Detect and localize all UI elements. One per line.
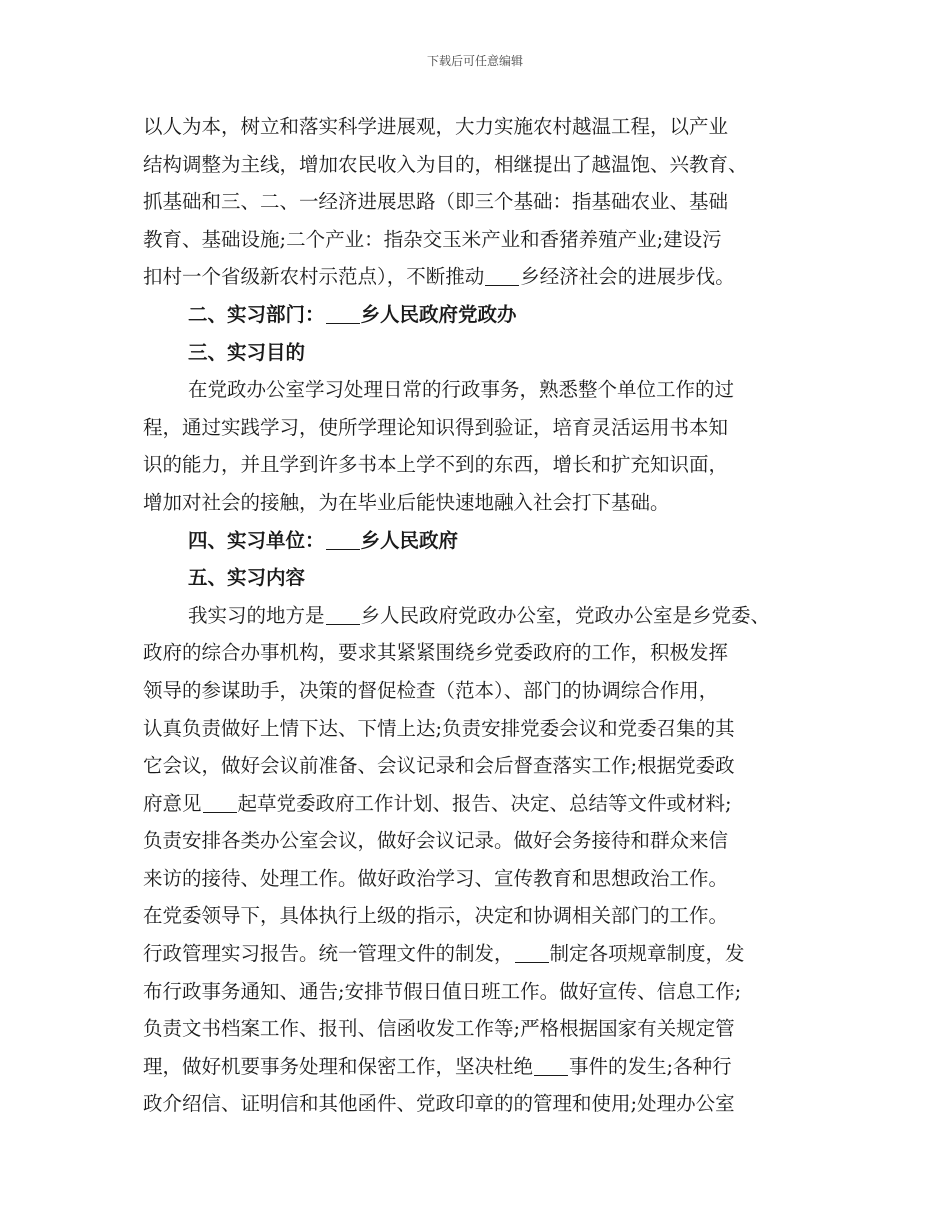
line-text: 认真负责做好上情下达、下情上达;负责安排党委会议和党委召集的其 [143, 716, 735, 740]
text-line [143, 1085, 815, 1123]
line-text: 它会议，做好会议前准备、会议记录和会后督查落实工作;根据党委政 [143, 754, 735, 778]
fill-in-blank [515, 943, 549, 964]
text-line [143, 634, 815, 672]
line-text: 负责文书档案工作、报刊、信函收发工作等;严格根据国家有关规定管 [143, 1017, 735, 1041]
line-text: 程，通过实践学习，使所学理论知识得到验证，培育灵活运用书本知 [143, 415, 729, 439]
line-text: 以人为本，树立和落实科学进展观，大力实施农村越温工程，以产业 [143, 115, 729, 138]
fill-in-blank [203, 792, 237, 813]
text-line [143, 973, 815, 1011]
text-line [143, 672, 815, 710]
text-line [143, 747, 815, 785]
text-line [143, 822, 815, 860]
line-text: 理，做好机要事务处理和保密工作，坚决杜绝 [143, 1054, 534, 1078]
text-line [143, 371, 815, 409]
line-text: 抓基础和三、二、一经济进展思路（即三个基础：指基础农业、基础 [143, 190, 729, 214]
line-text: 在党委领导下，具体执行上级的指示，决定和协调相关部门的工作。 [143, 904, 729, 928]
fill-in-blank [534, 1055, 568, 1076]
line-text-continued: 乡人民政府党政办公室，党政办公室是乡党委、 [360, 603, 771, 627]
line-text: 扣村一个省级新农村示范点），不断推动 [143, 265, 485, 289]
line-text: 四、实习单位： [188, 528, 325, 552]
fill-in-blank [485, 266, 519, 287]
line-text: 政介绍信、证明信和其他函件、党政印章的的管理和使用;处理办公室 [143, 1092, 735, 1116]
line-text: 二、实习部门： [188, 302, 325, 326]
text-line [143, 1048, 815, 1086]
line-text: 识的能力，并且学到许多书本上学不到的东西，增长和扩充知识面， [143, 453, 729, 477]
line-text: 行政管理实习报告。统一管理文件的制发， [143, 942, 514, 966]
section-heading [143, 334, 815, 372]
text-line [143, 258, 815, 296]
text-line [143, 146, 815, 184]
line-text: 政府的综合办事机构，要求其紧紧围绕乡党委政府的工作，积极发挥 [143, 641, 729, 665]
text-line [143, 221, 815, 259]
line-text: 五、实习内容 [188, 566, 306, 590]
line-text-continued: 乡经济社会的进展步伐。 [520, 265, 735, 289]
fill-in-blank [326, 303, 360, 324]
line-text: 负责安排各类办公室会议，做好会议记录。做好会务接待和群众来信 [143, 829, 729, 853]
text-line [143, 860, 815, 898]
line-text: 布行政事务通知、通告;安排节假日值日班工作。做好宣传、信息工作; [143, 979, 742, 1003]
line-text: 教育、基础设施;二个产业：指杂交玉米产业和香猪养殖产业;建设污 [143, 227, 722, 251]
line-text-continued: 起草党委政府工作计划、报告、决定、总结等文件或材料; [237, 791, 732, 815]
text-line [143, 785, 815, 823]
section-heading [143, 559, 815, 597]
fill-in-blank [326, 529, 360, 550]
page-header: 下载后可任意编辑 [426, 54, 523, 68]
text-line [143, 935, 815, 973]
line-text-continued: 制定各项规章制度，发 [549, 942, 745, 966]
text-line [143, 597, 815, 635]
line-text: 府意见 [143, 791, 202, 815]
text-line [143, 710, 815, 748]
document-body [143, 108, 815, 1123]
line-text: 在党政办公室学习处理日常的行政事务，熟悉整个单位工作的过 [188, 378, 735, 402]
line-text: 领导的参谋助手，决策的督促检查（范本）、部门的协调综合作用， [143, 678, 719, 702]
line-text: 三、实习目的 [188, 340, 306, 364]
fill-in-blank [326, 604, 360, 625]
line-text: 我实习的地方是 [188, 603, 325, 627]
text-line [143, 409, 815, 447]
section-heading [143, 522, 815, 560]
line-text-continued: 乡人民政府党政办 [360, 302, 517, 326]
text-line [143, 1010, 815, 1048]
text-line [143, 446, 815, 484]
section-heading [143, 296, 815, 334]
text-line [143, 897, 815, 935]
text-line [143, 183, 815, 221]
text-line [143, 484, 815, 522]
line-text: 来访的接待、处理工作。做好政治学习、宣传教育和思想政治工作。 [143, 866, 729, 890]
line-text-continued: 乡人民政府 [360, 528, 459, 552]
line-text-continued: 事件的发生;各种行 [569, 1054, 732, 1078]
line-text: 增加对社会的接触，为在毕业后能快速地融入社会打下基础。 [143, 490, 670, 514]
text-line [143, 108, 815, 146]
line-text: 结构调整为主线，增加农民收入为目的，相继提出了越温饱、兴教育、 [143, 152, 748, 176]
